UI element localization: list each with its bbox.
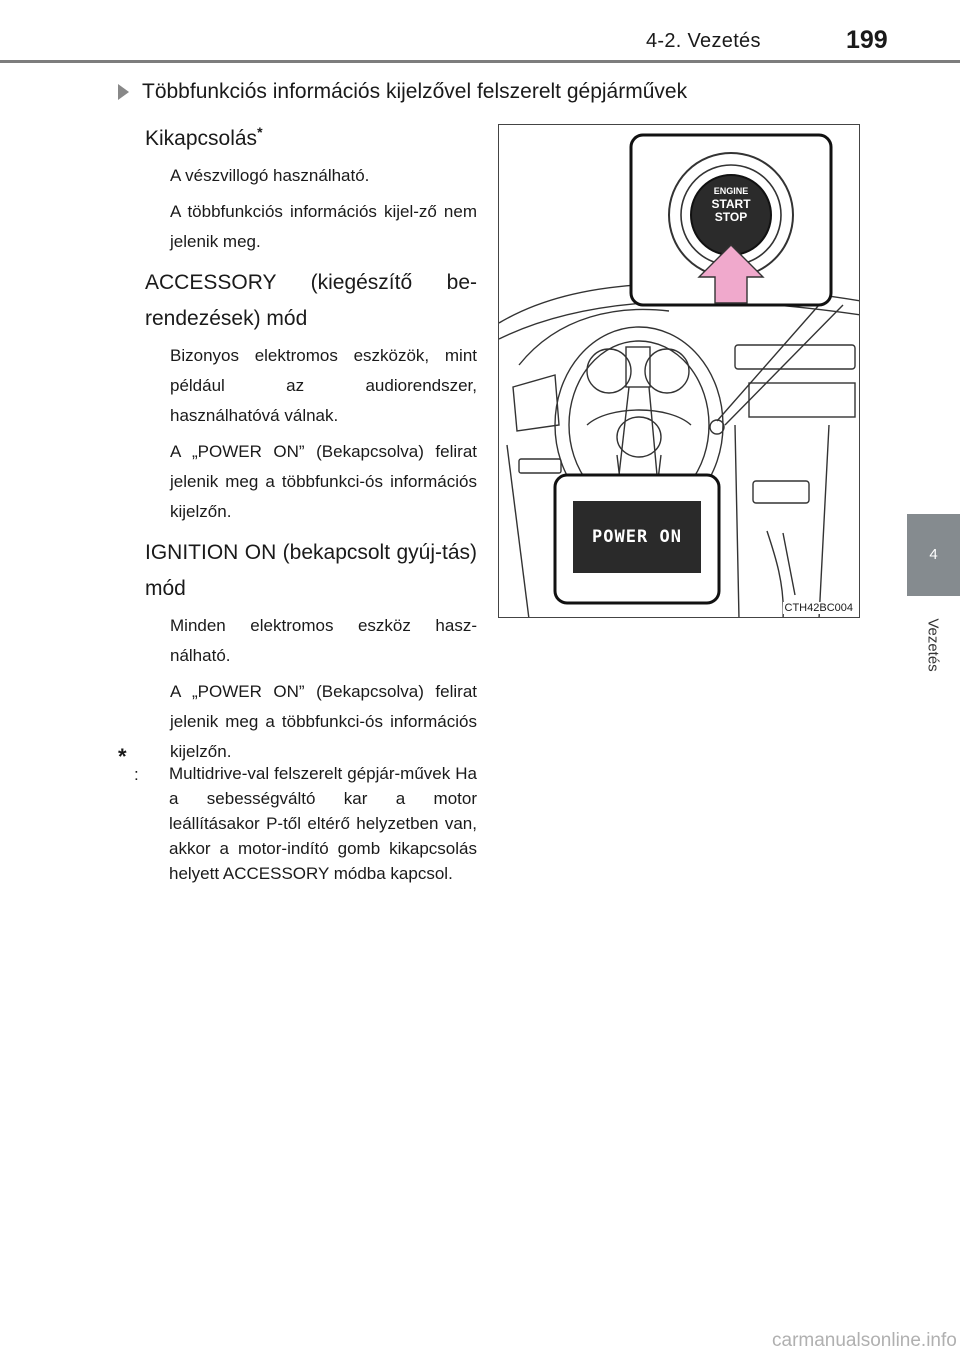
header-rule <box>0 60 960 63</box>
mode-paragraph: A többfunkciós információs kijel-ző nem jelenik meg. <box>170 202 477 251</box>
triangle-bullet-icon <box>118 84 129 100</box>
mode-title-ignition-on: IGNITION ON (bekapcsolt gyúj-tás) mód <box>145 541 477 600</box>
mode-title-accessory: ACCESSORY (kiegészítő be-rendezések) mód <box>145 271 477 330</box>
mode-title-text: Kikapcsolás <box>145 127 258 150</box>
mode-paragraph: A „POWER ON” (Bekapcsolva) felirat jelenik meg a többfunkci-ós információs kijelzőn. <box>170 442 477 521</box>
engine-button-line3: STOP <box>714 210 748 224</box>
dashboard-illustration <box>498 124 860 618</box>
engine-button-line1: ENGINE <box>713 186 749 196</box>
page-header <box>0 0 960 60</box>
asterisk-mark: * <box>257 124 263 140</box>
modes-column <box>145 114 477 767</box>
chapter-label: Vezetés <box>924 618 942 672</box>
section-heading <box>118 80 687 104</box>
footnote-text: Multidrive-val felszerelt gépjár-művek Ha a sebességváltó kar a motor leállításakor P-től eltérő helyzetben van, akkor a motor-indító gomb kikapcsolás helyett ACCESSORY módba kapcsol. <box>169 764 477 883</box>
watermark: carmanualsonline.info <box>772 1330 957 1351</box>
mode-paragraph: A „POWER ON” (Bekapcsolva) felirat jelenik meg a többfunkci-ós információs kijelzőn. <box>170 682 477 761</box>
section-heading-text: Többfunkciós információs kijelzővel felszerelt gépjárművek <box>142 80 688 103</box>
engine-button-label <box>703 185 759 224</box>
chapter-number: 4 <box>929 546 938 563</box>
mode-title-off <box>145 114 477 157</box>
chapter-tab <box>907 514 960 596</box>
footnote <box>118 744 477 886</box>
figure-code: CTH42BC004 <box>784 602 853 614</box>
footnote-colon: : <box>134 765 139 784</box>
footnote-asterisk: * <box>118 744 127 769</box>
header-section-title: 4-2. Vezetés <box>646 30 761 52</box>
mode-paragraph: Bizonyos elektromos eszközök, mint például az audiorendszer, használhatóvá válnak. <box>170 346 477 425</box>
page-number: 199 <box>846 26 888 54</box>
mode-paragraph: Minden elektromos eszköz hasz-nálható. <box>170 616 477 665</box>
engine-button-line2: START <box>711 197 751 211</box>
mode-paragraph: A vészvillogó használható. <box>170 166 370 185</box>
chapter-label-box <box>906 600 960 690</box>
power-on-display-text: POWER ON <box>592 527 682 547</box>
